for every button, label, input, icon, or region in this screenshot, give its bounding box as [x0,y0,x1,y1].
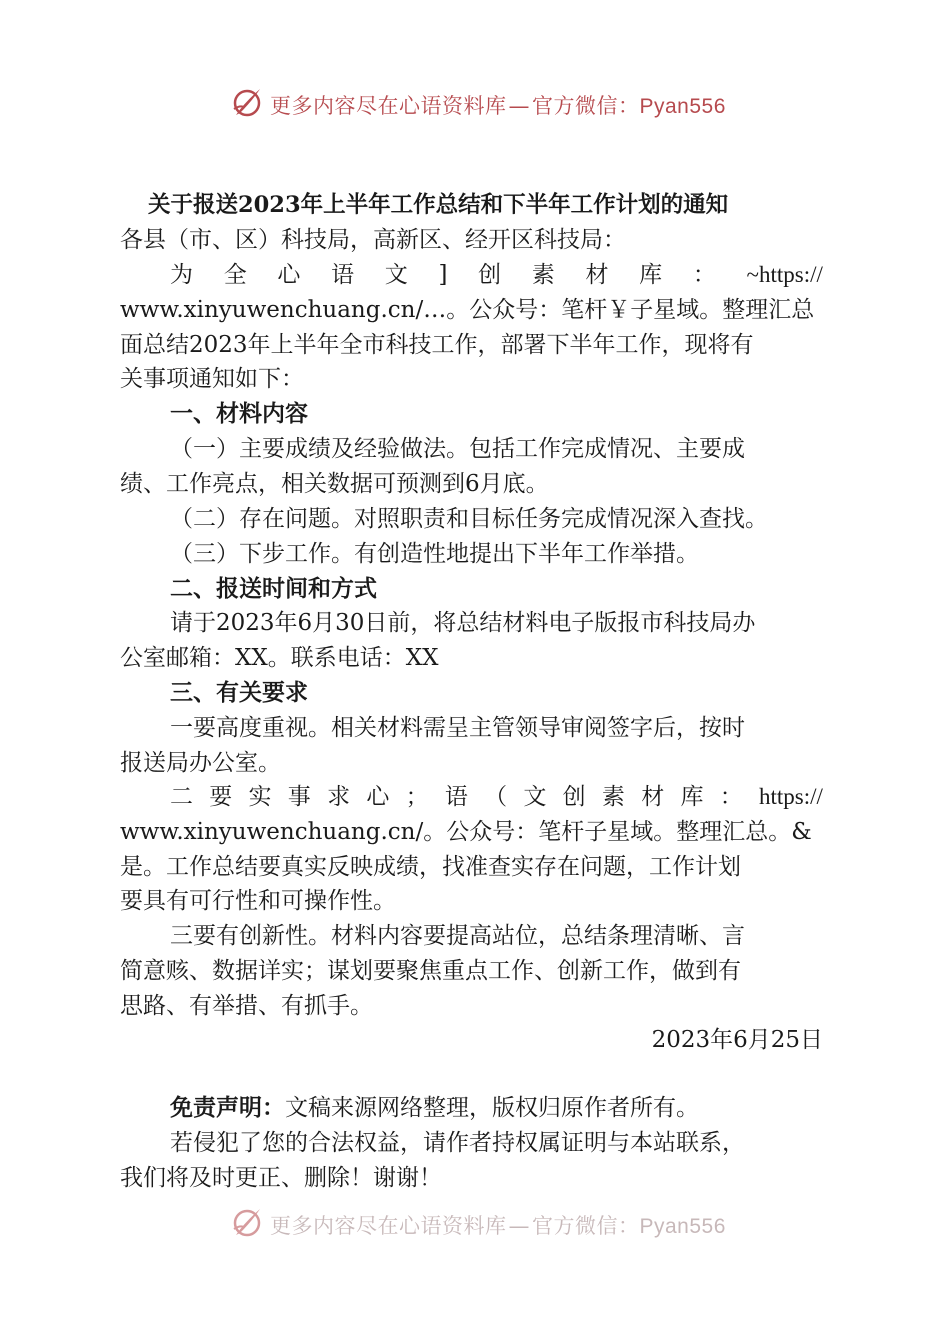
requirement-2-line-1: 二 要 实 事 求 心 ； 语 （ 文 创 素 材 库 ： https:// [170,784,823,810]
banner-text: 更多内容尽在心语资料库—官方微信：Pyan556 [270,1214,726,1238]
section-2-line-2: 公室邮箱：XX。联系电话：XX [120,645,439,671]
section-2-heading: 二、报送时间和方式 [170,575,377,602]
requirement-3-line-2: 简意赅、数据详实；谋划要聚焦重点工作、创新工作，做到有 [120,958,741,984]
requirement-3-line-1: 三要有创新性。材料内容要提高站位，总结条理清晰、言 [170,923,745,949]
intro-line-1: 为 全 心 语 文 ] 创 素 材 库 ： ~https:// [170,262,823,288]
section-3-heading: 三、有关要求 [170,679,308,706]
document-date: 2023年6月25日 [651,1027,823,1053]
requirement-1-line-2: 报送局办公室。 [120,750,281,776]
quill-pen-logo-icon [230,1205,264,1239]
section-1-item-3: （三）下步工作。有创造性地提出下半年工作举措。 [170,541,699,567]
requirement-2-line-3: 是。工作总结要真实反映成绩，找准查实存在问题，工作计划 [120,854,741,880]
disclaimer-line-2: 若侵犯了您的合法权益，请作者持权属证明与本站联系， [170,1130,745,1156]
requirement-1-line-1: 一要高度重视。相关材料需呈主管领导审阅签字后，按时 [170,715,745,741]
disclaimer-text: 文稿来源网络整理，版权归原作者所有。 [285,1095,699,1121]
section-1-item-2: （二）存在问题。对照职责和目标任务完成情况深入查找。 [170,506,768,532]
requirement-2-line-4: 要具有可行性和可操作性。 [120,888,396,914]
section-1-heading: 一、材料内容 [170,400,308,427]
section-2-line-1: 请于2023年6月30日前，将总结材料电子版报市科技局办 [170,610,756,636]
banner-text: 更多内容尽在心语资料库—官方微信：Pyan556 [270,94,726,118]
disclaimer-line-3: 我们将及时更正、删除！谢谢！ [120,1165,442,1191]
requirement-2-line-2: www.xinyuwenchuang.cn/。公众号：笔杆子星域。整理汇总。& [120,819,812,845]
disclaimer-line-1 [170,1093,699,1125]
footer-banner [0,1203,950,1243]
intro-line-3: 面总结2023年上半年全市科技工作，部署下半年工作，现将有 [120,332,754,358]
salutation: 各县（市、区）科技局，高新区、经开区科技局： [120,227,626,253]
intro-line-2: www.xinyuwenchuang.cn/…。公众号：笔杆￥子星域。整理汇总 [120,297,815,323]
section-1-item-1-cont: 绩、工作亮点，相关数据可预测到6月底。 [120,471,549,497]
intro-line-4: 关事项通知如下： [120,366,304,392]
section-1-item-1: （一）主要成绩及经验做法。包括工作完成情况、主要成 [170,436,745,462]
disclaimer-label: 免责声明： [170,1095,285,1121]
header-banner [0,83,950,123]
quill-pen-logo-icon [230,85,264,119]
document-title: 关于报送2023年上半年工作总结和下半年工作计划的通知 [148,192,729,218]
requirement-3-line-3: 思路、有举措、有抓手。 [120,993,373,1019]
